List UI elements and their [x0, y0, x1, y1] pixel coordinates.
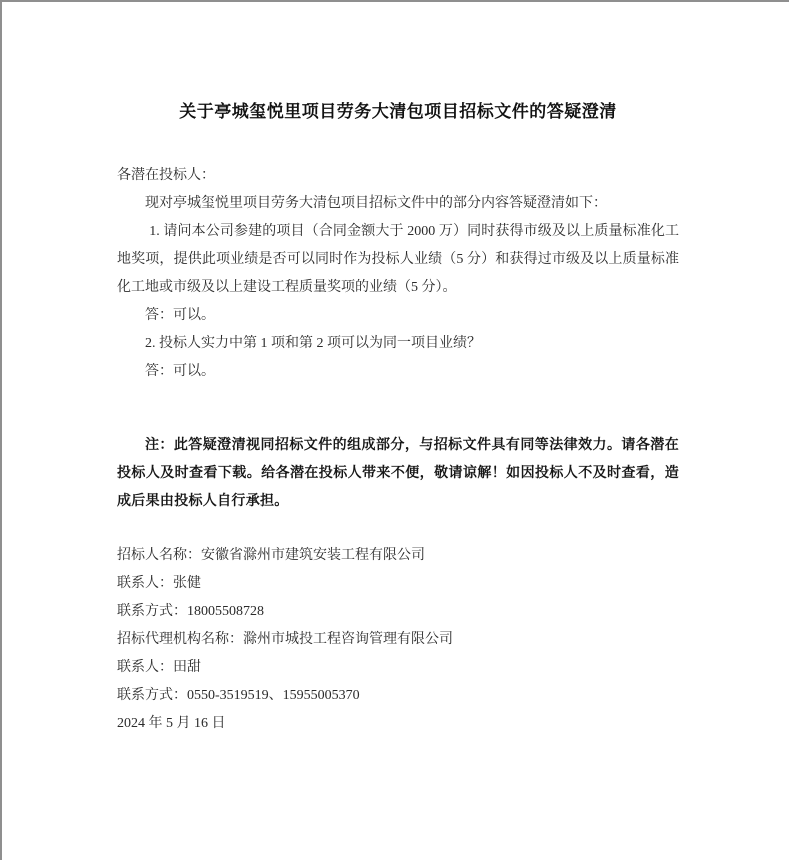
- intro-paragraph: 现对亭城玺悦里项目劳务大清包项目招标文件中的部分内容答疑澄清如下：: [145, 196, 607, 211]
- agency-contact-person-line: 联系人：田甜: [117, 660, 201, 675]
- date-line: 2024 年 5 月 16 日: [117, 716, 226, 731]
- note-paragraph: 注：此答疑澄清视同招标文件的组成部分，与招标文件具有同等法律效力。请各潜在投标人及时查看下载。给各潜在投标人带来不便，敬请谅解！如因投标人不及时查看，造成后果由投标人自行承担。: [117, 438, 679, 509]
- document-title: 关于亭城玺悦里项目劳务大清包项目招标文件的答疑澄清: [179, 102, 617, 121]
- document-content: [117, 98, 679, 738]
- agency-name-line: 招标代理机构名称：滁州市城投工程咨询管理有限公司: [117, 632, 453, 647]
- question-2: 2. 投标人实力中第 1 项和第 2 项可以为同一项目业绩？: [145, 336, 481, 351]
- agency-phone-line: 联系方式：0550-3519519、15955005370: [117, 688, 360, 703]
- answer-1: 答：可以。: [145, 308, 215, 323]
- answer-2: 答：可以。: [145, 364, 215, 379]
- tenderer-phone-line: 联系方式：18005508728: [117, 604, 264, 619]
- tenderer-contact-person-line: 联系人：张健: [117, 576, 201, 591]
- tenderer-name-line: 招标人名称：安徽省滁州市建筑安装工程有限公司: [117, 548, 425, 563]
- salutation: 各潜在投标人：: [117, 168, 215, 183]
- question-1: 1. 请问本公司参建的项目（合同金额大于 2000 万）同时获得市级及以上质量标准化工地奖项，提供此项业绩是否可以同时作为投标人业绩（5 分）和获得过市级及以上质量标准化工地或市级及以上建设工程质量奖项的业绩（5 分）。: [117, 224, 679, 295]
- contact-section: [117, 542, 679, 738]
